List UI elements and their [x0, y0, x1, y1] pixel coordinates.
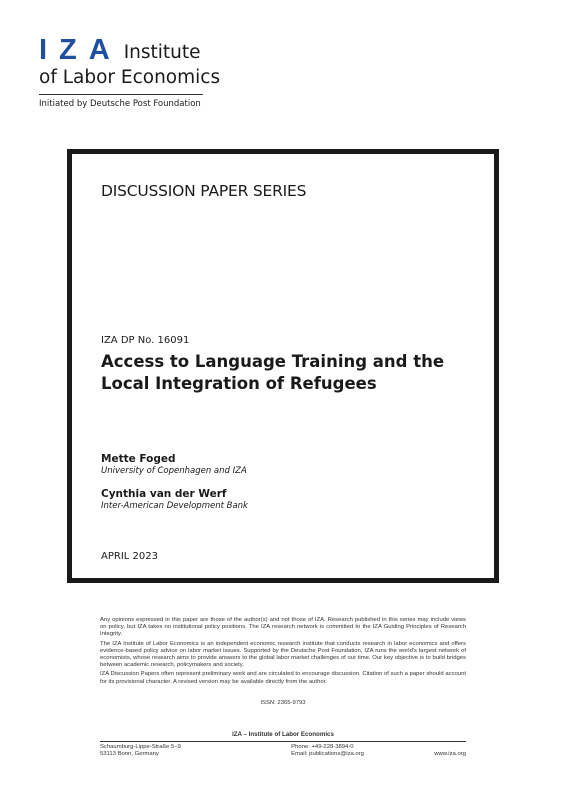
- disclaimer-paragraph: The IZA Institute of Labor Economics is an independent economic research institute that conducts research in labor economics and offers evidence-based policy advice on labor market issues. Supported by the Deutsche Post Foundation, IZA runs the world's largest network of economists, whose research aims to provide answers to the global labor market challenges of our time. Our key objective is to build bridges between academic research, policymakers and society.: [100, 640, 466, 669]
- address-city: 53113 Bonn, Germany: [100, 751, 159, 758]
- series-title: DISCUSSION PAPER SERIES: [101, 182, 307, 200]
- issn: ISSN: 2365-9793: [260, 700, 306, 706]
- footer-address: [100, 744, 181, 759]
- address-street: Schaumburg-Lippe-Straße 5–9: [100, 744, 181, 750]
- footer-phone: Phone: +49-228-3894-0: [291, 744, 354, 750]
- discussion-paper-number: IZA DP No. 16091: [101, 335, 190, 346]
- author-name: Cynthia van der Werf: [101, 488, 227, 500]
- author-list: [101, 453, 248, 523]
- logo-divider: [39, 94, 203, 95]
- author-affiliation: University of Copenhagen and IZA: [101, 466, 247, 476]
- paper-title-line-2: Local Integration of Refugees: [101, 374, 377, 393]
- footer-contact: [291, 744, 364, 759]
- disclaimer-paragraph: IZA Discussion Papers often represent preliminary work and are circulated to encourage discussion. Citation of such a paper should account for its provisional character. A revised version may be available directly from the author.: [100, 671, 466, 685]
- disclaimer-paragraph: Any opinions expressed in this paper are those of the author(s) and not those of IZA. Research published in this series may include views on policy, but IZA takes no institutional policy positions. The IZA research network is committed to the IZA Guiding Principles of Research Integrity.: [100, 617, 466, 638]
- title-panel: [67, 149, 499, 583]
- logo-word-institute: Institute: [123, 42, 201, 63]
- logo-letters: IZA: [39, 34, 122, 66]
- logo-tagline: Initiated by Deutsche Post Foundation: [39, 99, 201, 109]
- author-name: Mette Foged: [101, 453, 176, 465]
- paper-title-line-1: Access to Language Training and the: [101, 352, 445, 371]
- logo-top-row: [39, 36, 209, 64]
- disclaimer-text: [100, 617, 466, 688]
- footer-columns: [100, 744, 466, 759]
- footer-divider: [100, 741, 466, 742]
- author-affiliation: Inter-American Development Bank: [101, 501, 248, 511]
- iza-logo: [39, 34, 221, 109]
- publication-date: APRIL 2023: [101, 551, 158, 562]
- paper-title: [101, 351, 481, 395]
- footer: [100, 731, 466, 759]
- footer-organization: IZA – Institute of Labor Economics: [232, 731, 334, 738]
- footer-website[interactable]: www.iza.org: [434, 751, 466, 758]
- logo-word-labor-economics: of Labor Economics: [39, 67, 221, 88]
- footer-email[interactable]: Email: publications@iza.org: [291, 751, 364, 758]
